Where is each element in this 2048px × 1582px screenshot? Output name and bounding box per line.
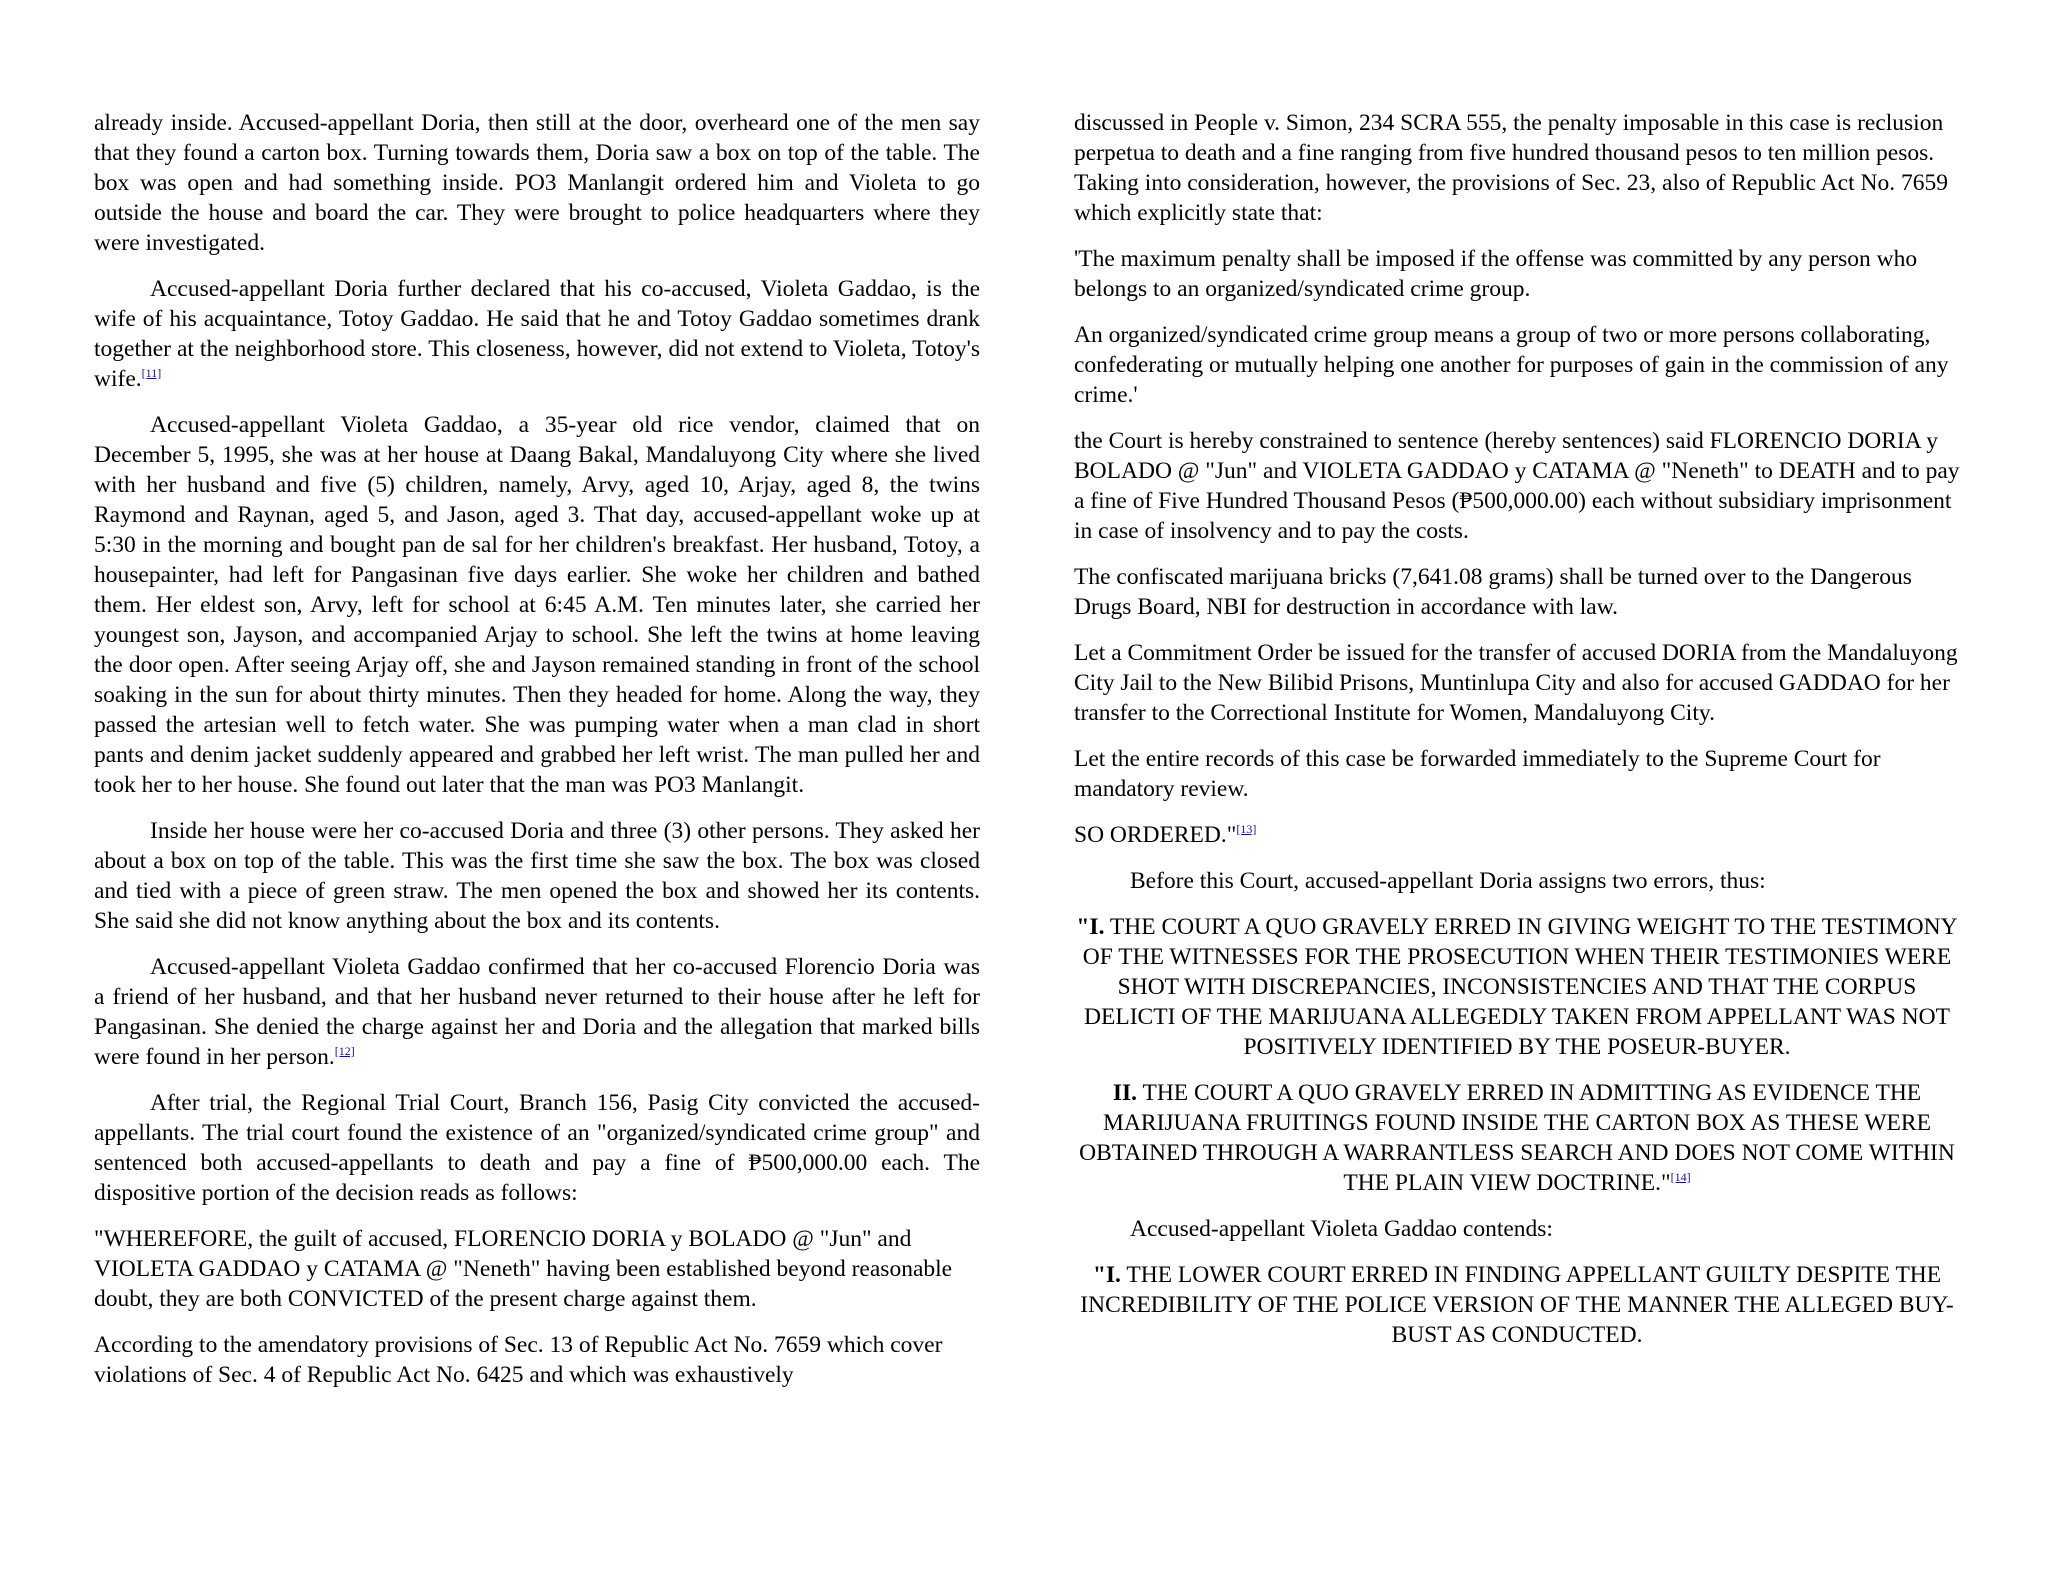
quote-paragraph (1074, 744, 1960, 804)
paragraph-text: 'The maximum penalty shall be imposed if the offense was committed by any person who belongs to an organized/syndicated crime group. (1074, 246, 1918, 302)
error-text: THE COURT A QUO GRAVELY ERRED IN GIVING WEIGHT TO THE TESTIMONY OF THE WITNESSES FOR THE PROSECUTION WHEN THEIR TESTIMONIES WERE SHOT WITH DISCREPANCIES, INCONSISTENCIES AND THAT THE CORPUS DELICTI OF THE MARIJUANA ALLEGEDLY TAKEN FROM APPELLANT WAS NOT POSITIVELY IDENTIFIED BY THE POSEUR-BUYER. (1082, 914, 1958, 1060)
paragraph-text: the Court is hereby constrained to sentence (hereby sentences) said FLORENCIO DORIA y BOLADO @ "Jun" and VIOLETA GADDAO y CATAMA @ "Neneth" to DEATH and to pay a fine of Five Hundred Thousand Pesos (₱500,000.00) each without subsidiary imprisonment in case of insolvency and to pay the costs. (1074, 428, 1960, 544)
assigned-error-block (1074, 1260, 1960, 1350)
quote-paragraph (94, 1224, 980, 1314)
paragraph (1074, 1214, 1960, 1244)
paragraph (94, 816, 980, 936)
paragraph-text: Before this Court, accused-appellant Doria assigns two errors, thus: (1130, 868, 1766, 894)
quote-paragraph (1074, 244, 1960, 304)
footnote-ref (142, 366, 162, 380)
footnote-link-12[interactable]: [12] (334, 1044, 355, 1058)
error-number: II. (1112, 1080, 1138, 1106)
paragraph (94, 952, 980, 1072)
error-text: THE COURT A QUO GRAVELY ERRED IN ADMITTING AS EVIDENCE THE MARIJUANA FRUITINGS FOUND INSIDE THE CARTON BOX AS THESE WERE OBTAINED THROUGH A WARRANTLESS SEARCH AND DOES NOT COME WITHIN THE PLAIN VIEW DOCTRINE." (1079, 1080, 1955, 1196)
paragraph-text: Let a Commitment Order be issued for the transfer of accused DORIA from the Mandaluyong City Jail to the New Bilibid Prisons, Muntinlupa City and also for accused GADDAO for her transfer to the Correctional Institute for Women, Mandaluyong City. (1074, 640, 1958, 726)
paragraph (94, 108, 980, 258)
paragraph-text: "WHEREFORE, the guilt of accused, FLORENCIO DORIA y BOLADO @ "Jun" and VIOLETA GADDAO y CATAMA @ "Neneth" having been established beyond reasonable doubt, they are both CONVICTED of the present charge against them. (94, 1226, 953, 1312)
document-page (94, 108, 1974, 1548)
quote-paragraph (1074, 638, 1960, 728)
quote-paragraph (1074, 426, 1960, 546)
paragraph-text: Accused-appellant Violeta Gaddao, a 35-year old rice vendor, claimed that on December 5, 1995, she was at her house at Daang Bakal, Mandaluyong City where she lived with her husband and five (5) children, namely, Arvy, aged 10, Arjay, aged 8, the twins Raymond and Raynan, aged 5, and Jason, aged 3. That day, accused-appellant woke up at 5:30 in the morning and bought pan de sal for her children's breakfast. Her husband, Totoy, a housepainter, had left for Pangasinan five days earlier. She woke her children and bathed them. Her eldest son, Arvy, left for school at 6:45 A.M. Ten minutes later, she carried her youngest son, Jayson, and accompanied Arjay to school. She left the twins at home leaving the door open. After seeing Arjay off, she and Jayson remained standing in front of the school soaking in the sun for about thirty minutes. Then they headed for home. Along the way, they passed the artesian well to fetch water. She was pumping water when a man clad in short pants and denim jacket suddenly appeared and grabbed her left wrist. The man pulled her and took her to her house. She found out later that the man was PO3 Manlangit. (94, 412, 980, 798)
quote-paragraph (1074, 108, 1960, 228)
quote-paragraph (94, 1330, 980, 1390)
paragraph (94, 410, 980, 800)
error-text: THE LOWER COURT ERRED IN FINDING APPELLANT GUILTY DESPITE THE INCREDIBILITY OF THE POLICE VERSION OF THE MANNER THE ALLEGED BUY-BUST AS CONDUCTED. (1080, 1262, 1954, 1348)
paragraph-text: Let the entire records of this case be forwarded immediately to the Supreme Court for mandatory review. (1074, 746, 1881, 802)
error-number: "I. (1092, 1262, 1121, 1288)
footnote-ref (335, 1044, 355, 1058)
assigned-error-block (1074, 912, 1960, 1062)
quote-paragraph (1074, 820, 1960, 850)
paragraph-text: An organized/syndicated crime group means a group of two or more persons collaborating, confederating or mutually helping one another for purposes of gain in the commission of any crime.' (1074, 322, 1949, 408)
paragraph (94, 1088, 980, 1208)
paragraph-text: already inside. Accused-appellant Doria, then still at the door, overheard one of the men say that they found a carton box. Turning towards them, Doria saw a box on top of the table. The box was open and had something inside. PO3 Manlangit ordered him and Violeta to go outside the house and board the car. They were brought to police headquarters where they were investigated. (94, 110, 980, 256)
paragraph-text: Accused-appellant Violeta Gaddao confirmed that her co-accused Florencio Doria was a friend of her husband, and that her husband never returned to their house after he left for Pangasinan. She denied the charge against her and Doria and the allegation that marked bills were found in her person. (94, 954, 980, 1070)
assigned-error-block (1074, 1078, 1960, 1198)
footnote-ref (1671, 1170, 1691, 1184)
paragraph-text: SO ORDERED." (1074, 822, 1237, 848)
error-number: "I. (1076, 914, 1105, 940)
footnote-link-14[interactable]: [14] (1670, 1170, 1691, 1184)
quote-paragraph (1074, 562, 1960, 622)
footnote-link-13[interactable]: [13] (1236, 822, 1257, 836)
paragraph-text: According to the amendatory provisions of Sec. 13 of Republic Act No. 7659 which cover violations of Sec. 4 of Republic Act No. 6425 and which was exhaustively (94, 1332, 943, 1388)
paragraph-text: Accused-appellant Violeta Gaddao contends: (1130, 1216, 1553, 1242)
paragraph-text: discussed in People v. Simon, 234 SCRA 555, the penalty imposable in this case is reclusion perpetua to death and a fine ranging from five hundred thousand pesos to ten million pesos. Taking into consideration, however, the provisions of Sec. 23, also of Republic Act No. 7659 which explicitly state that: (1074, 110, 1948, 226)
paragraph-text: The confiscated marijuana bricks (7,641.08 grams) shall be turned over to the Dangerous Drugs Board, NBI for destruction in accordance with law. (1074, 564, 1912, 620)
footnote-ref (1236, 822, 1256, 836)
paragraph-text: Inside her house were her co-accused Doria and three (3) other persons. They asked her about a box on top of the table. This was the first time she saw the box. The box was closed and tied with a piece of green straw. The men opened the box and showed her its contents. She said she did not know anything about the box and its contents. (94, 818, 980, 934)
quote-paragraph (1074, 320, 1960, 410)
right-column (1074, 108, 1960, 1366)
paragraph-text: After trial, the Regional Trial Court, Branch 156, Pasig City convicted the accused-appellants. The trial court found the existence of an "organized/syndicated crime group" and sentenced both accused-appellants to death and pay a fine of ₱500,000.00 each. The dispositive portion of the decision reads as follows: (94, 1090, 980, 1206)
footnote-link-11[interactable]: [11] (141, 366, 162, 380)
left-column (94, 108, 980, 1406)
paragraph (1074, 866, 1960, 896)
paragraph-text: Accused-appellant Doria further declared that his co-accused, Violeta Gaddao, is the wife of his acquaintance, Totoy Gaddao. He said that he and Totoy Gaddao sometimes drank together at the neighborhood store. This closeness, however, did not extend to Violeta, Totoy's wife. (94, 276, 980, 392)
paragraph (94, 274, 980, 394)
